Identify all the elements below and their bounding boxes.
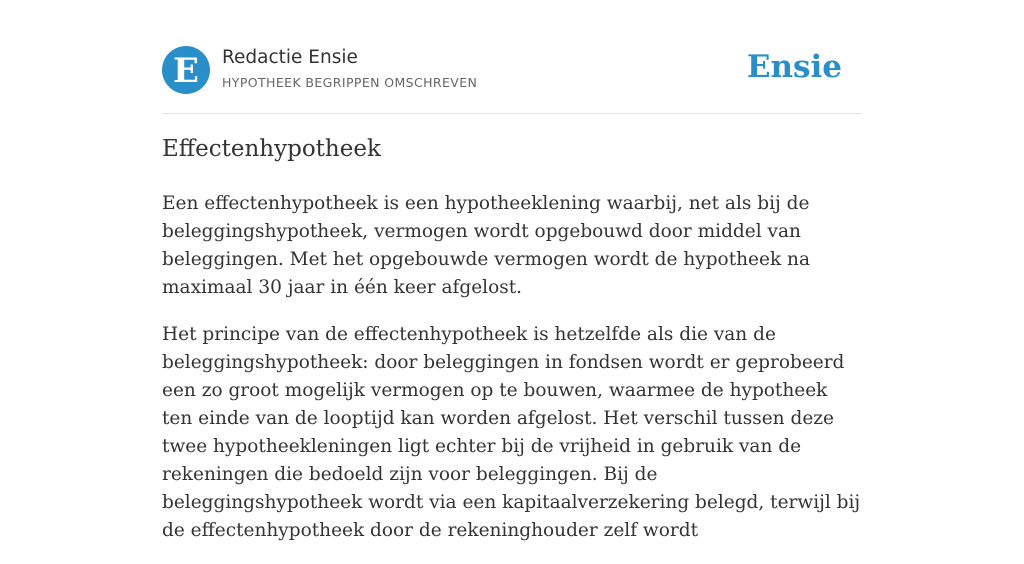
category-label[interactable]: HYPOTHEEK BEGRIPPEN OMSCHREVEN (222, 75, 478, 90)
header-divider (162, 113, 862, 114)
article-header (162, 46, 862, 96)
article-title: Effectenhypotheek (162, 136, 381, 162)
avatar-letter: E (173, 51, 199, 91)
article-paragraph: Een effectenhypotheek is een hypotheeklening waarbij, net als bij de beleggingshypotheek, vermogen wordt opgebouwd door middel van beleggingen. Met het opgebouwde vermogen wordt de hypotheek na maximaal 30 jaar in één keer afgelost. (162, 193, 810, 298)
brand-logo[interactable]: Ensie (746, 49, 842, 85)
article-paragraph: Het principe van de effectenhypotheek is hetzelfde als die van de beleggingshypotheek: door beleggingen in fondsen wordt er geprobeerd een zo groot mogelijk vermogen op te bouwen, waarmee de hypotheek ten einde van de looptijd kan worden afgelost. Het verschil tussen deze twee hypotheekleningen ligt echter bij de vrijheid in gebruik van de rekeningen die bedoeld zijn voor beleggingen. Bij de beleggingshypotheek wordt via een kapitaalverzekering belegd, terwijl bij de effectenhypotheek door de rekeninghouder zelf wordt (162, 324, 861, 541)
author-name[interactable]: Redactie Ensie (222, 47, 358, 68)
author-avatar[interactable] (162, 46, 210, 94)
article-body (162, 190, 862, 564)
